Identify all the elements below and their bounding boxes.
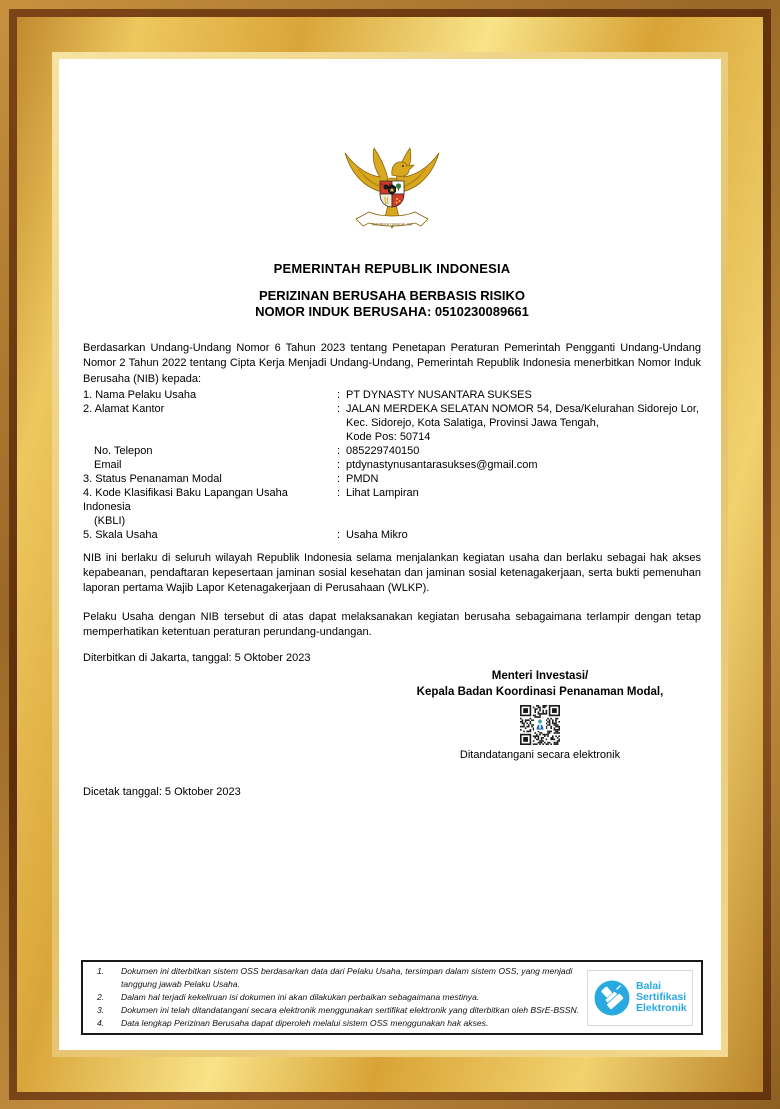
signatory-title-line2: Kepala Badan Koordinasi Penanaman Modal, xyxy=(416,685,664,698)
footer-note-3: Dokumen ini telah ditandatangani secara elektronik menggunakan sertifikat elektronik yang diterbitkan oleh BSrE-BSSN. xyxy=(121,1005,580,1015)
nib-number-line: NOMOR INDUK BERUSAHA: 0510230089661 xyxy=(255,303,529,319)
footer-note-4: Data lengkap Perizinan Berusaha dapat diperoleh melalui sistem OSS menggunakan hak akses. xyxy=(121,1018,489,1028)
field-value: JALAN MERDEKA SELATAN NOMOR 54, Desa/Kelurahan Sidorejo Lor, xyxy=(346,402,699,415)
footer-disclaimer-box xyxy=(81,960,703,1035)
document-title: PERIZINAN BERUSAHA BERBASIS RISIKO xyxy=(258,288,526,303)
qr-center-logo-icon xyxy=(534,718,546,731)
footer-note-2: Dalam hal terjadi kekeliruan isi dokumen ini akan dilakukan perbaikan sebagaimana mestinya. xyxy=(121,992,480,1002)
field-no-telepon: No. Telepon : 085229740150 xyxy=(83,444,701,458)
footer-notes-list xyxy=(89,965,587,1030)
field-skala-usaha: 5. Skala Usaha : Usaha Mikro xyxy=(83,528,701,542)
field-nama-pelaku-usaha: 1. Nama Pelaku Usaha : PT DYNASTY NUSANTARA SUKSES xyxy=(83,388,701,402)
field-value: Lihat Lampiran xyxy=(346,486,419,499)
field-alamat-kantor: 2. Alamat Kantor : JALAN MERDEKA SELATAN NOMOR 54, Desa/Kelurahan Sidorejo Lor, Kec. Sidorejo, Kota Salatiga, Provinsi Jawa Tengah, Kode Pos: 50714 xyxy=(83,402,701,444)
issued-date-line: Diterbitkan di Jakarta, tanggal: 5 Oktober 2023 xyxy=(83,652,311,665)
esign-note: Ditandatangani secara elektronik xyxy=(459,749,621,762)
field-value: PMDN xyxy=(346,472,379,485)
printed-date-line: Dicetak tanggal: 5 Oktober 2023 xyxy=(83,786,241,799)
field-kbli: 4. Kode Klasifikasi Baku Lapangan Usaha Indonesia (KBLI) : Lihat Lampiran xyxy=(83,486,701,528)
field-email: Email : ptdynastynusantarasukses@gmail.com xyxy=(83,458,701,472)
business-fields-list xyxy=(83,388,701,542)
garuda-pancasila-emblem xyxy=(340,145,444,242)
compliance-paragraph: Pelaku Usaha dengan NIB tersebut di atas dapat melaksanakan kegiatan berusaha sebagaimana terlampir dengan tetap memperhatikan ketentuan peraturan perundang-undangan. xyxy=(83,610,701,639)
field-value: ptdynastynusantarasukses@gmail.com xyxy=(346,458,538,471)
field-value: 085229740150 xyxy=(346,444,420,457)
signatory-title-line1: Menteri Investasi/ xyxy=(491,670,589,683)
field-value: PT DYNASTY NUSANTARA SUKSES xyxy=(346,388,532,401)
bsre-cert-logo xyxy=(587,970,693,1026)
gold-frame-inner-band xyxy=(52,52,728,1057)
field-value: Kec. Sidorejo, Kota Salatiga, Provinsi Jawa Tengah, xyxy=(346,416,599,429)
field-status-penanaman-modal: 3. Status Penanaman Modal : PMDN xyxy=(83,472,701,486)
bsre-logo-text: Balai Sertifikasi Elektronik xyxy=(636,980,687,1014)
qr-code xyxy=(520,705,560,745)
government-title: PEMERINTAH REPUBLIK INDONESIA xyxy=(273,261,511,276)
field-value: Usaha Mikro xyxy=(346,528,408,541)
intro-paragraph: Berdasarkan Undang-Undang Nomor 6 Tahun 2023 tentang Penetapan Peraturan Pemerintah Pengganti Undang-Undang Nomor 2 Tahun 2022 tentang Cipta Kerja Menjadi Undang-Undang, Pemerintah Republik Indonesia menerbitkan Nomor Induk Berusaha (NIB) kepada: xyxy=(83,342,701,385)
certificate-page xyxy=(59,59,721,1050)
footer-note-1: Dokumen ini diterbitkan sistem OSS berdasarkan data dari Pelaku Usaha, tersimpan dalam sistem OSS, yang menjadi tanggung jawab Pelaku Usaha. xyxy=(121,966,573,989)
bsre-stamp-icon xyxy=(593,979,631,1017)
signature-block xyxy=(385,669,695,761)
emblem-motto-text: BHINNEKA TUNGGAL IKA xyxy=(371,222,413,227)
field-value: Kode Pos: 50714 xyxy=(346,430,431,443)
gold-frame-dark-band xyxy=(9,9,771,1100)
gold-frame-bright-band xyxy=(17,17,763,1092)
garuda-eagle-icon xyxy=(340,145,444,237)
validity-paragraph: NIB ini berlaku di seluruh wilayah Republik Indonesia selama menjalankan kegiatan usaha dan berlaku sebagai hak akses kepabeanan, pendaftaran kepesertaan jaminan sosial kesehatan dan jaminan sosial ketenagakerjaan, serta bukti pemenuhan laporan pertama Wajib Lapor Ketenagakerjaan di Perusahaan (WLKP). xyxy=(83,551,701,595)
